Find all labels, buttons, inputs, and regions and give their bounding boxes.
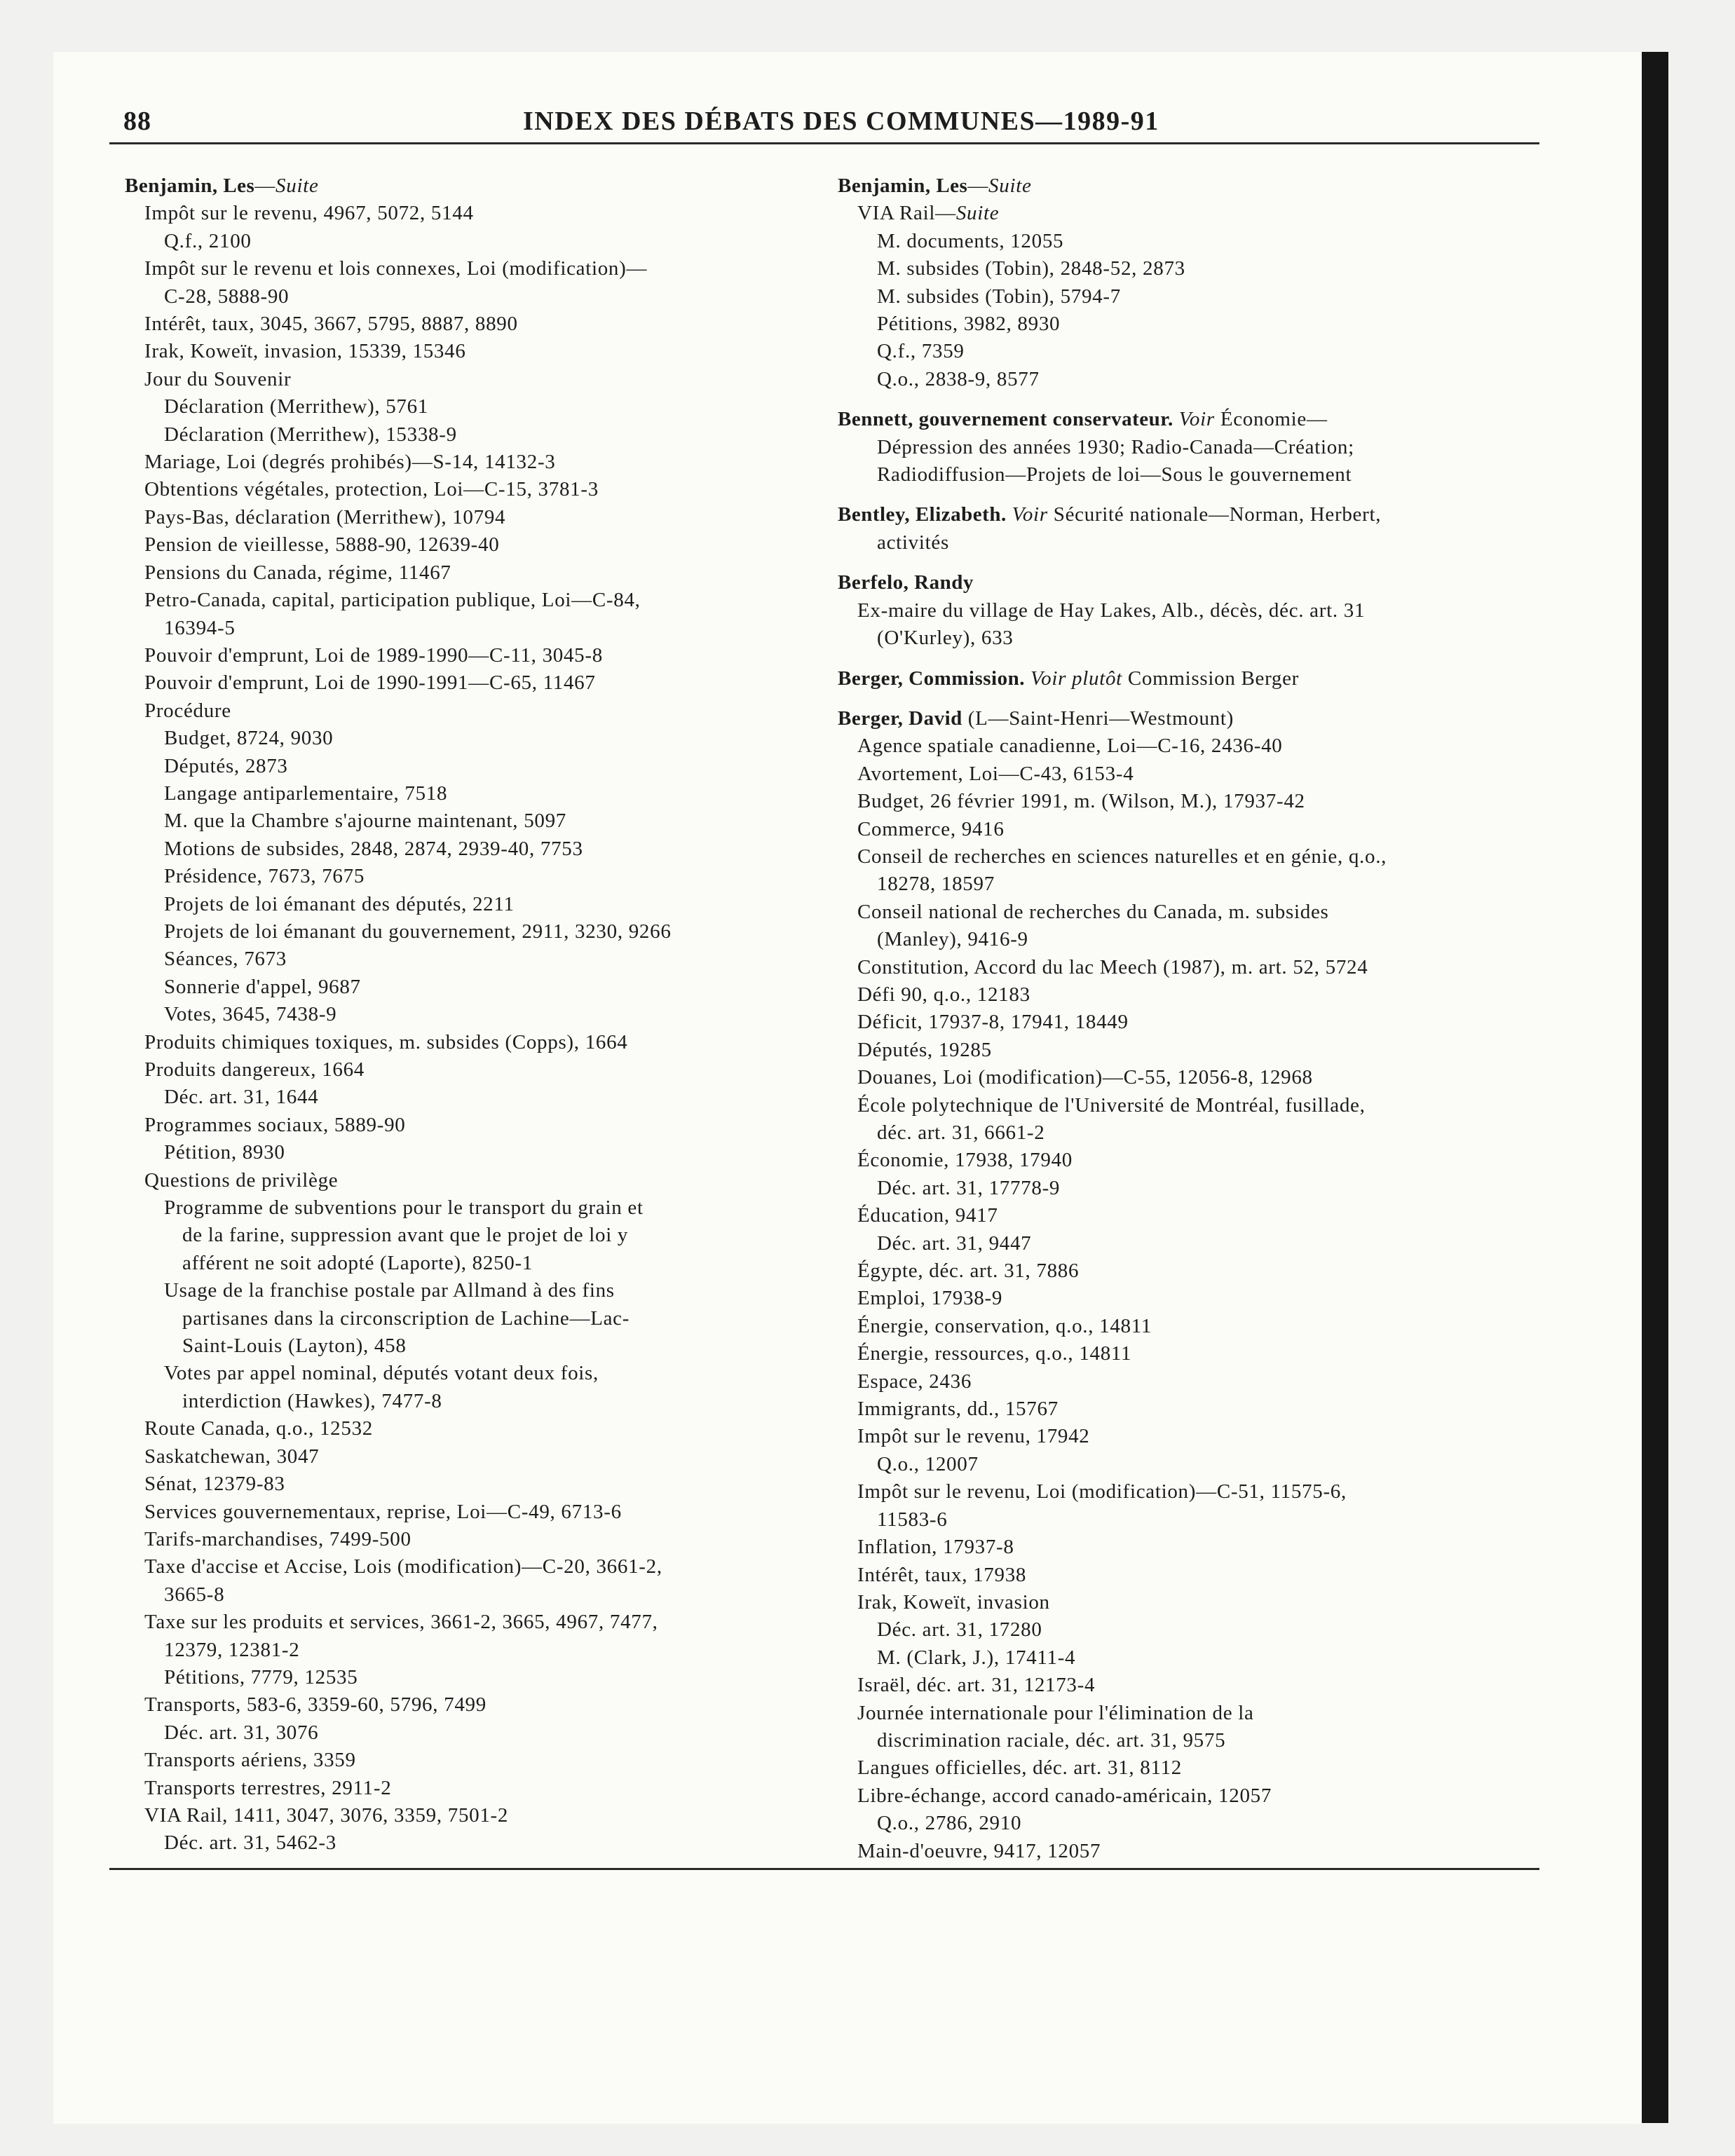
index-entry [125,1167,854,1194]
entry-text: Sénat, 12379-83 [144,1473,285,1496]
entry-text: déc. art. 31, 6661-2 [877,1121,1045,1144]
index-entry [125,200,854,227]
entry-text: (Manley), 9416-9 [877,928,1028,951]
italic-reference: Voir [1012,503,1048,526]
index-entry [838,871,1553,898]
index-entry [838,1700,1553,1727]
index-entry [838,597,1553,625]
index-entry [838,899,1553,926]
entry-text: Commerce, 9416 [857,817,1005,840]
index-entry [125,946,854,973]
entry-text: Programmes sociaux, 5889-90 [144,1113,406,1136]
index-entry [838,200,1553,227]
index-entry [838,366,1553,393]
entry-text: Conseil national de recherches du Canada, m. subsides [857,900,1329,923]
dash-separator: — [935,202,956,225]
index-entry [125,642,854,669]
index-entry [125,1360,854,1387]
entry-text: Transports, 583-6, 3359-60, 5796, 7499 [144,1693,487,1717]
index-entry [125,1001,854,1028]
index-entry [125,1719,854,1747]
index-entry [125,1305,854,1332]
index-entry [838,1340,1553,1367]
index-entry [838,1754,1553,1782]
entry-text: Taxe sur les produits et services, 3661-2, 3665, 4967, 7477, [144,1611,658,1634]
index-entry [838,255,1553,282]
heading-name: Berfelo, Randy [838,571,974,594]
index-column-right [838,172,1553,1865]
entry-text: Transports aériens, 3359 [144,1749,356,1772]
entry-text: Déc. art. 31, 17280 [877,1618,1042,1642]
index-entry [838,732,1553,760]
entry-text: Déc. art. 31, 17778-9 [877,1176,1061,1199]
entry-text: Procédure [144,699,231,722]
entry-text: Immigrants, dd., 15767 [857,1398,1059,1421]
index-entry [838,1727,1553,1754]
entry-text: M. (Clark, J.), 17411-4 [877,1646,1076,1669]
index-entry [125,725,854,752]
index-entry [838,1616,1553,1644]
entry-text: 11583-6 [877,1508,948,1531]
index-entry [838,1064,1553,1091]
entry-text: Intérêt, taux, 3045, 3667, 5795, 8887, 8890 [144,313,518,336]
footer-rule [109,1868,1539,1870]
entry-text: Déc. art. 31, 9447 [877,1231,1032,1255]
entry-text: École polytechnique de l'Université de Montréal, fusillade, [857,1093,1366,1117]
index-entry [838,1119,1553,1147]
index-entry [125,338,854,365]
entry-text: Douanes, Loi (modification)—C-55, 12056-8, 12968 [857,1066,1313,1089]
index-entry [125,559,854,587]
index-entry [125,504,854,531]
index-entry [838,1562,1553,1589]
entry-text: Pays-Bas, déclaration (Merrithew), 10794 [144,505,506,528]
index-entry [838,954,1553,981]
entry-text: Déc. art. 31, 5462-3 [164,1831,336,1855]
index-entry [125,1775,854,1802]
index-entry [125,366,854,393]
entry-text: Impôt sur le revenu, Loi (modification)—C-51, 11575-6, [857,1480,1347,1503]
index-heading [838,501,1553,528]
entry-text: Saint-Louis (Layton), 458 [182,1335,407,1358]
entry-text: 12379, 12381-2 [164,1638,300,1661]
index-entry [125,863,854,890]
entry-text: Projets de loi émanant du gouvernement, 2911, 3230, 9266 [164,920,672,943]
index-entry [838,1478,1553,1506]
index-entry [125,1637,854,1664]
entry-text: Jour du Souvenir [144,367,292,390]
index-entry [125,1664,854,1691]
index-entry [125,1194,854,1222]
index-entry [125,1691,854,1719]
entry-text: Constitution, Accord du lac Meech (1987), m. art. 52, 5724 [857,955,1368,978]
index-entry [125,1415,854,1442]
entry-text: Égypte, déc. art. 31, 7886 [857,1260,1080,1283]
index-entry [838,788,1553,815]
entry-text: Budget, 8724, 9030 [164,727,334,750]
entry-text: Langues officielles, déc. art. 31, 8112 [857,1756,1182,1780]
index-entry [838,461,1553,489]
index-entry [838,1672,1553,1699]
header-rule [109,142,1539,144]
entry-text: Radiodiffusion—Projets de loi—Sous le gouvernement [877,463,1352,486]
entry-text: Q.o., 2838-9, 8577 [877,367,1040,390]
entry-text: Pétitions, 3982, 8930 [877,313,1061,336]
entry-text: Pétitions, 7779, 12535 [164,1665,358,1688]
entry-text: Libre-échange, accord canado-américain, 12057 [857,1784,1272,1807]
entry-text: Obtentions végétales, protection, Loi—C-15, 3781-3 [144,478,599,501]
index-entry [125,669,854,697]
index-entry [125,918,854,946]
scan-edge-bar [1642,52,1668,2123]
entry-text: Tarifs-marchandises, 7499-500 [144,1527,411,1550]
index-entry [838,1257,1553,1285]
index-entry [125,421,854,449]
entry-text: Députés, 19285 [857,1038,992,1061]
index-entry [125,1471,854,1498]
entry-text: Défi 90, q.o., 12183 [857,983,1030,1006]
index-entry [838,1423,1553,1450]
entry-text: (O'Kurley), 633 [877,627,1014,650]
entry-text: Projets de loi émanant des députés, 2211 [164,892,515,915]
entry-text: Énergie, conservation, q.o., 14811 [857,1314,1152,1337]
entry-text: 18278, 18597 [877,873,995,896]
index-entry [125,1332,854,1360]
index-entry [125,1277,854,1304]
index-entry [838,1092,1553,1119]
italic-reference: Suite [955,202,1000,225]
index-heading [838,406,1553,433]
index-entry [838,1147,1553,1174]
entry-text: Espace, 2436 [857,1370,972,1393]
index-entry [125,1526,854,1553]
index-entry [838,981,1553,1009]
entry-text: Pouvoir d'emprunt, Loi de 1990-1991—C-65, 11467 [144,671,596,695]
index-entry [125,807,854,835]
heading-name: Benjamin, Les [838,175,968,197]
index-entry [125,311,854,338]
index-heading [125,172,854,200]
index-entry [838,1589,1553,1616]
index-entry [838,1534,1553,1561]
entry-text: Conseil de recherches en sciences naturelles et en génie, q.o., [857,845,1387,868]
index-entry [125,697,854,725]
index-heading [838,569,1553,596]
entry-text: Votes par appel nominal, députés votant deux fois, [164,1362,599,1385]
index-entry [125,1802,854,1829]
index-entry [125,1609,854,1636]
index-entry [125,1222,854,1249]
index-entry [838,283,1553,311]
index-entry [125,1747,854,1774]
entry-text: Pétition, 8930 [164,1141,285,1164]
entry-text: Saskatchewan, 3047 [144,1445,320,1468]
entry-text: Énergie, ressources, q.o., 14811 [857,1342,1132,1365]
entry-text: Éducation, 9417 [857,1204,998,1227]
entry-text: Transports terrestres, 2911-2 [144,1776,392,1799]
index-entry [125,974,854,1001]
page-number: 88 [123,107,151,136]
italic-reference: Voir plutôt [1030,667,1122,690]
entry-text: Déclaration (Merrithew), 5761 [164,395,429,418]
index-entry [125,753,854,780]
entry-text: Présidence, 7673, 7675 [164,865,365,888]
index-entry [838,311,1553,338]
entry-text: Économie, 17938, 17940 [857,1149,1073,1172]
entry-text: Ex-maire du village de Hay Lakes, Alb., décès, déc. art. 31 [857,599,1366,622]
index-entry [838,434,1553,461]
entry-text: Pouvoir d'emprunt, Loi de 1989-1990—C-11, 3045-8 [144,643,603,667]
index-entry [838,228,1553,255]
entry-text: Commission Berger [1127,667,1300,690]
entry-text: Pension de vieillesse, 5888-90, 12639-40 [144,533,500,557]
index-entry [125,1388,854,1415]
entry-text: Agence spatiale canadienne, Loi—C-16, 2436-40 [857,735,1283,758]
index-entry [125,1250,854,1277]
entry-text: Israël, déc. art. 31, 12173-4 [857,1674,1096,1697]
index-entry [125,1029,854,1056]
index-entry [838,1838,1553,1865]
italic-reference: Voir [1178,408,1215,431]
entry-text: VIA Rail [857,202,936,225]
entry-text: Inflation, 17937-8 [857,1536,1014,1559]
entry-text: M. subsides (Tobin), 5794-7 [877,285,1121,308]
dash-separator: — [967,175,989,197]
entry-text: Langage antiparlementaire, 7518 [164,782,448,805]
entry-text: M. que la Chambre s'ajourne maintenant, 5097 [164,810,566,833]
entry-text: Irak, Koweït, invasion [857,1590,1050,1613]
entry-text: Programme de subventions pour le transport du grain et [164,1196,644,1220]
entry-text: Dépression des années 1930; Radio-Canada—Création; [877,435,1354,458]
entry-text: Motions de subsides, 2848, 2874, 2939-40, 7753 [164,837,583,860]
entry-text: 3665-8 [164,1583,225,1606]
entry-text: de la farine, suppression avant que le projet de loi y [182,1224,629,1247]
heading-name: Berger, Commission. [838,667,1025,690]
entry-text: Emploi, 17938-9 [857,1287,1003,1310]
entry-text: Déc. art. 31, 3076 [164,1721,319,1744]
index-entry [838,1451,1553,1478]
index-entry [125,780,854,807]
entry-text: Budget, 26 février 1991, m. (Wilson, M.), 17937-42 [857,790,1305,813]
index-entry [838,1368,1553,1396]
index-entry [125,1581,854,1609]
entry-text: Intérêt, taux, 17938 [857,1563,1027,1586]
index-entry [838,1396,1553,1423]
entry-text: Questions de privilège [144,1168,339,1192]
italic-reference: Suite [988,175,1032,197]
entry-text: Déclaration (Merrithew), 15338-9 [164,423,457,446]
index-entry [125,255,854,282]
index-entry [125,835,854,863]
index-entry [838,1037,1553,1064]
entry-text: interdiction (Hawkes), 7477-8 [182,1389,442,1412]
entry-text: M. subsides (Tobin), 2848-52, 2873 [877,257,1185,280]
index-heading [838,172,1553,200]
index-column-left [125,172,854,1857]
index-entry [838,816,1553,843]
index-entry [125,1139,854,1166]
index-entry [125,476,854,503]
entry-text: Q.o., 2786, 2910 [877,1812,1022,1835]
index-entry [838,529,1553,557]
index-entry [125,587,854,614]
entry-text: Pensions du Canada, régime, 11467 [144,561,451,584]
entry-text: Route Canada, q.o., 12532 [144,1417,373,1440]
entry-text: M. documents, 12055 [877,229,1064,252]
index-entry [125,283,854,311]
entry-text: Usage de la franchise postale par Allmand à des fins [164,1279,615,1302]
index-entry [125,615,854,642]
entry-text: Main-d'oeuvre, 9417, 12057 [857,1839,1101,1862]
entry-text: VIA Rail, 1411, 3047, 3076, 3359, 7501-2 [144,1803,509,1827]
entry-text: Avortement, Loi—C-43, 6153-4 [857,762,1134,785]
entry-text: afférent ne soit adopté (Laporte), 8250-1 [182,1251,533,1274]
entry-text: Irak, Koweït, invasion, 15339, 15346 [144,340,466,363]
entry-text: Produits dangereux, 1664 [144,1058,365,1081]
index-entry [125,1056,854,1084]
index-entry [125,1499,854,1526]
running-title: INDEX DES DÉBATS DES COMMUNES—1989-91 [523,107,1159,136]
index-entry [838,1782,1553,1810]
entry-text: Produits chimiques toxiques, m. subsides (Copps), 1664 [144,1030,628,1053]
entry-text: Services gouvernementaux, reprise, Loi—C-49, 6713-6 [144,1500,622,1523]
heading-name: Bentley, Elizabeth. [838,503,1007,526]
index-entry [838,1009,1553,1036]
index-entry [838,1285,1553,1312]
index-entry [838,1175,1553,1202]
entry-text: (L—Saint-Henri—Westmount) [967,707,1234,730]
entry-text: Impôt sur le revenu et lois connexes, Loi (modification)— [144,257,648,280]
index-entry [838,1230,1553,1257]
entry-text: Taxe d'accise et Accise, Lois (modification)—C-20, 3661-2, [144,1555,662,1578]
entry-text: Déficit, 17937-8, 17941, 18449 [857,1011,1129,1034]
index-entry [125,1553,854,1581]
index-entry [125,531,854,559]
index-entry [125,228,854,255]
index-entry [125,1084,854,1111]
index-heading [838,665,1553,692]
entry-text: Petro-Canada, capital, participation publique, Loi—C-84, [144,589,641,612]
index-entry [838,760,1553,788]
entry-text: partisanes dans la circonscription de Lachine—Lac- [182,1306,630,1330]
italic-reference: Suite [275,175,319,197]
heading-name: Bennett, gouvernement conservateur. [838,408,1173,431]
entry-text: activités [877,531,949,554]
entry-text: Q.f., 7359 [877,340,965,363]
entry-text: Économie— [1220,408,1328,431]
entry-text: Séances, 7673 [164,948,287,971]
index-entry [838,1644,1553,1672]
index-entry [838,1313,1553,1340]
entry-text: 16394-5 [164,616,236,639]
heading-name: Berger, David [838,707,962,730]
dash-separator: — [254,175,276,197]
index-entry [838,625,1553,652]
heading-name: Benjamin, Les [125,175,255,197]
index-heading [838,705,1553,732]
entry-text: Impôt sur le revenu, 4967, 5072, 5144 [144,202,474,225]
index-entry [125,1829,854,1857]
entry-text: Q.f., 2100 [164,229,252,252]
entry-text: Sonnerie d'appel, 9687 [164,975,361,998]
entry-text: discrimination raciale, déc. art. 31, 9575 [877,1728,1226,1752]
index-entry [125,891,854,918]
index-entry [125,449,854,476]
index-entry [838,1810,1553,1837]
entry-text: Sécurité nationale—Norman, Herbert, [1053,503,1382,526]
entry-text: C-28, 5888-90 [164,285,290,308]
entry-text: Mariage, Loi (degrés prohibés)—S-14, 14132-3 [144,451,556,474]
index-entry [125,1443,854,1471]
entry-text: Votes, 3645, 7438-9 [164,1003,337,1026]
entry-text: Déc. art. 31, 1644 [164,1086,319,1109]
index-entry [838,1202,1553,1229]
entry-text: Q.o., 12007 [877,1452,979,1475]
entry-text: Députés, 2873 [164,754,288,777]
index-entry [838,926,1553,953]
index-entry [125,1112,854,1139]
entry-text: Impôt sur le revenu, 17942 [857,1425,1090,1448]
index-entry [838,843,1553,871]
index-entry [838,338,1553,365]
index-entry [125,393,854,421]
index-entry [838,1506,1553,1534]
entry-text: Journée internationale pour l'élimination de la [857,1701,1254,1724]
